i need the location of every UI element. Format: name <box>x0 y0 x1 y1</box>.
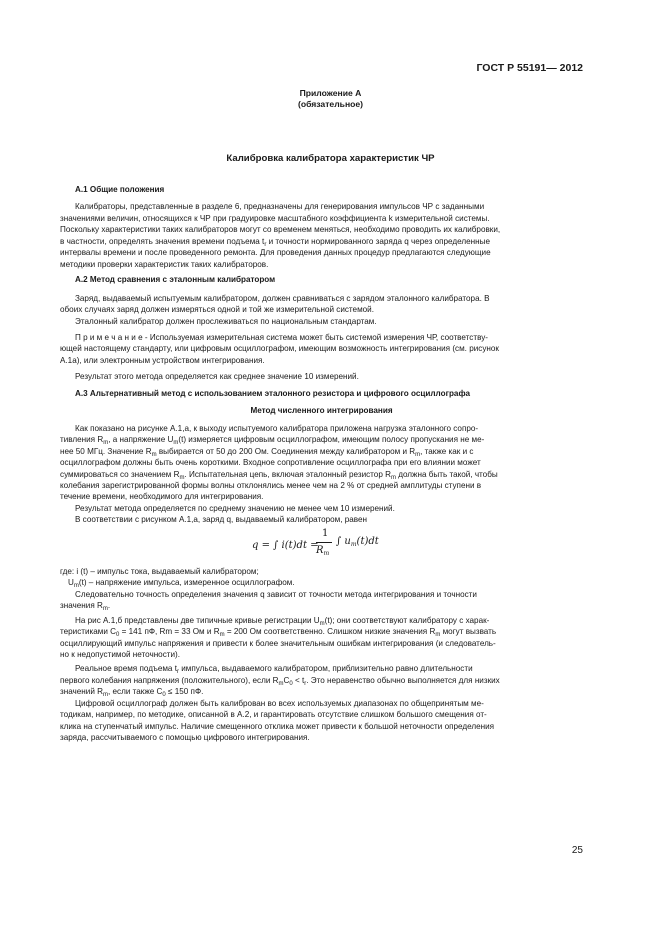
page-number: 25 <box>571 845 583 856</box>
paragraph-a2-3: Результат этого метода определяется как среднее значение 10 измерений. <box>75 372 359 382</box>
section-heading-a2: А.2 Метод сравнения с эталонным калибратором <box>75 275 276 285</box>
paragraph-a3-3: В соответствии с рисунком А.1,а, заряд q, выдаваемый калибратором, равен <box>75 515 368 525</box>
paragraph-a2-2: Эталонный калибратор должен прослеживаться по национальным стандартам. <box>75 316 377 326</box>
charge-formula: q = ∫ i(t)dt = 1 $R_m$ ∫ $u_m(t)dt$ <box>252 527 379 557</box>
paragraph-a3-2: Результат метода определяется по среднему значению не менее чем 10 измерений. <box>75 503 395 513</box>
where-line-2: $U_m(t)$ – напряжение импульса, измеренное осциллографом. <box>68 578 295 590</box>
document-title: Калибровка калибратора характеристик ЧР <box>226 153 435 164</box>
appendix-title: Приложение А <box>299 88 362 98</box>
note: П р и м е ч а н и е - Используемая измерительная система может быть системой измерения ЧР, соответству- <box>75 332 488 342</box>
paragraph-a3-5: На рис А.1,б представлены две типичные кривые регистрации $U_m(t)$; они соответствуют калибратору с харак- теристиками $C_0 = 141$ пФ, Rm = 33 Ом и $R_m = 200$ Ом соответственно. Слишком низкие значения $R_m$ могут вызвать осциллирующий импульс напряжения и привести к более значительным ошибкам интегрирования (и следователь- но к недопустимой неточности). <box>60 615 497 659</box>
paragraph-a1: Калибраторы, представленные в разделе 6, предназначены для генерирования импульсов ЧР с заданными значениями величин, относящихся к ЧР при градуировке масштабного коэффициента k измерительной системы. Поскольку характеристики таких калибраторов могут со временем меняться, необходимо проводить их калибровки, в частности, определять значения времени подъема $t_r$ и точности нормированного заряда q через определенные интервалы времени и после проведенного ремонта. Для проведения данных процедур предлагаются следующие методики проверки характеристик таких калибраторов. <box>60 202 501 269</box>
where-line-1: где: i (t) – импульс тока, выдаваемый калибратором; <box>60 566 259 576</box>
standard-header: ГОСТ Р 55191— 2012 <box>476 62 583 74</box>
appendix-status: (обязательное) <box>297 99 364 109</box>
paragraph-a3-1: Как показано на рисунке А.1,а, к выходу испытуемого калибратора приложена нагрузка эталонного сопро- тивления $R_m$, а напряжение $U_m(t)$ измеряется цифровым осциллографом, имеющим полосу пропускания не ме- нее 50 МГц. Значение $R_m$ выбирается от 50 до 200 Ом. Соединения между калибратором и $R_m$, также как и с осциллографом должны быть очень короткими. Входное сопротивление осциллографа при его влиянии может суммироваться со значением $R_m$. Испытательная цепь, включая эталонный резистор $R_m$ должна быть такой, чтобы колебания зарегистрированной формы волны отклонялись менее чем на 2 % от средней амплитуды ступени в течение времени, необходимого для интегрирования. <box>60 423 498 502</box>
document-body: А.1 Общие положения Калибраторы, представленные в разделе 6, предназначены для генерирования импульсов ЧР с заданными значениями величин, относящихся к ЧР при градуировке масштабного коэффициента k измерительной системы. Поскольку характеристики таких калибраторов могут со временем меняться, необходимо проводить их калибровки, в частности, определять значения времени подъема $t_r$ и точности нормированного заряда q через определенные интервалы времени и после проведенного ремонта. Для проведения данных процедур предлагаются следующие методики проверки характеристик таких калибраторов. А.2 Метод сравнения с эталонным калибратором Заряд, выдаваемый испытуемым калибратором, должен сравниваться с зарядом эталонного калибратора. В обоих случаях заряд должен измеряться одной и той же измерительной системой. Эталонный калибратор должен прослеживаться по национальным стандартам. П р и м е ч а н и е - Используемая измерительная система может быть системой измерения ЧР, соответству- ющей настоящему стандарту, или цифровым осциллографом, имеющим возможность интегрирования (см. рисунок А.1а), или электронным устройством интегрирования. Результат этого метода определяется как среднее значение 10 измерений. А.3 Альтернативный метод с использованием эталонного резистора и цифрового осциллографа Метод численного интегрирования Как показано на рисунке А.1,а, к выходу испытуемого калибратора приложена нагрузка эталонного сопро- тивления $R_m$, а напряжение $U_m(t)$ измеряется цифровым осциллографом, имеющим полосу пропускания не ме- нее 50 МГц. Значение $R_m$ выбирается от 50 до 200 Ом. Соединения между калибратором и $R_m$, также как и с осциллографом должны быть очень короткими. Входное сопротивление осциллографа при его влиянии может суммироваться со значением $R_m$. Испытательная цепь, включая эталонный резистор $R_m$ должна быть такой, чтобы колебания зарегистрированной формы волны отклонялись менее чем на 2 % от средней амплитуды ступени в течение времени, необходимого для интегрирования. Результат метода определяется по среднему значению не менее чем 10 измерений. В соответствии с рисунком А.1,а, заряд q, выдаваемый калибратором, равен q = ∫ i(t)dt = 1 $R_m$ ∫ $u_m(t)dt$ где: i (t) – импульс тока, выдаваемый калибратором; $U_m(t)$ – напряжение импульса, измеренное осциллографом. Следовательно точность определения значения q зависит от точности метода интегрирования и точности значения $R_m$. На рис А.1,б представлены две типичные кривые регистрации $U_m(t)$; они соответствуют калибратору с харак- теристиками $C_0 = 141$ пФ, Rm = 33 Ом и $R_m = 200$ Ом соответственно. Слишком низкие значения $R_m$ могут вызвать осциллирующий импульс напряжения и привести к более значительным ошибкам интегрирования (и следователь- но к недопустимой неточности). Реальное время подъема $t_r$ импульса, выдаваемого калибратором, приблизительно равно длительности первого колебания напряжения (положительного), если $R_mC_0 < t_r$. Это неравенство обычно выполняется для низких значений $R_m$, если также $C_0 \le 150$ пФ. Цифровой осциллограф должен быть калиброван во всех используемых диапазонах по общепринятым ме- тодикам, например, по методике, описанной в А.2, и гарантировать отсутствие слишком большого смещения от- клика на ступенчатый импульс. Наличие смещенного отклика может привести к большой неточности определения заряда, рассчитываемого с помощью цифрового интегрирования. <box>60 184 583 744</box>
paragraph-a3-7: Цифровой осциллограф должен быть калиброван во всех используемых диапазонах по общепринятым ме- тодикам, например, по методике, описанной в А.2, и гарантировать отсутствие слишком большого смещения от- клика на ступенчатый импульс. Наличие смещенного отклика может привести к большой неточности определения заряда, рассчитываемого с помощью цифрового интегрирования. <box>60 698 495 743</box>
paragraph-a3-6: Реальное время подъема $t_r$ импульса, выдаваемого калибратором, приблизительно равно длительности первого колебания напряжения (положительного), если $R_mC_0 < t_r$. Это неравенство обычно выполняется для низких значений $R_m$, если также $C_0 \le 150$ пФ. <box>60 664 500 699</box>
section-heading-a1: А.1 Общие положения <box>75 185 165 194</box>
appendix-heading <box>0 88 661 110</box>
section-heading-a3: А.3 Альтернативный метод с использованием эталонного резистора и цифрового осциллографа <box>75 388 471 398</box>
paragraph-a3-4: Следовательно точность определения значения q зависит от точности метода интегрирования и точности <box>75 589 477 599</box>
paragraph-a2-1: Заряд, выдаваемый испытуемым калибратором, должен сравниваться с зарядом эталонного калибратора. В <box>75 293 490 303</box>
subsection-heading: Метод численного интегрирования <box>250 406 393 416</box>
